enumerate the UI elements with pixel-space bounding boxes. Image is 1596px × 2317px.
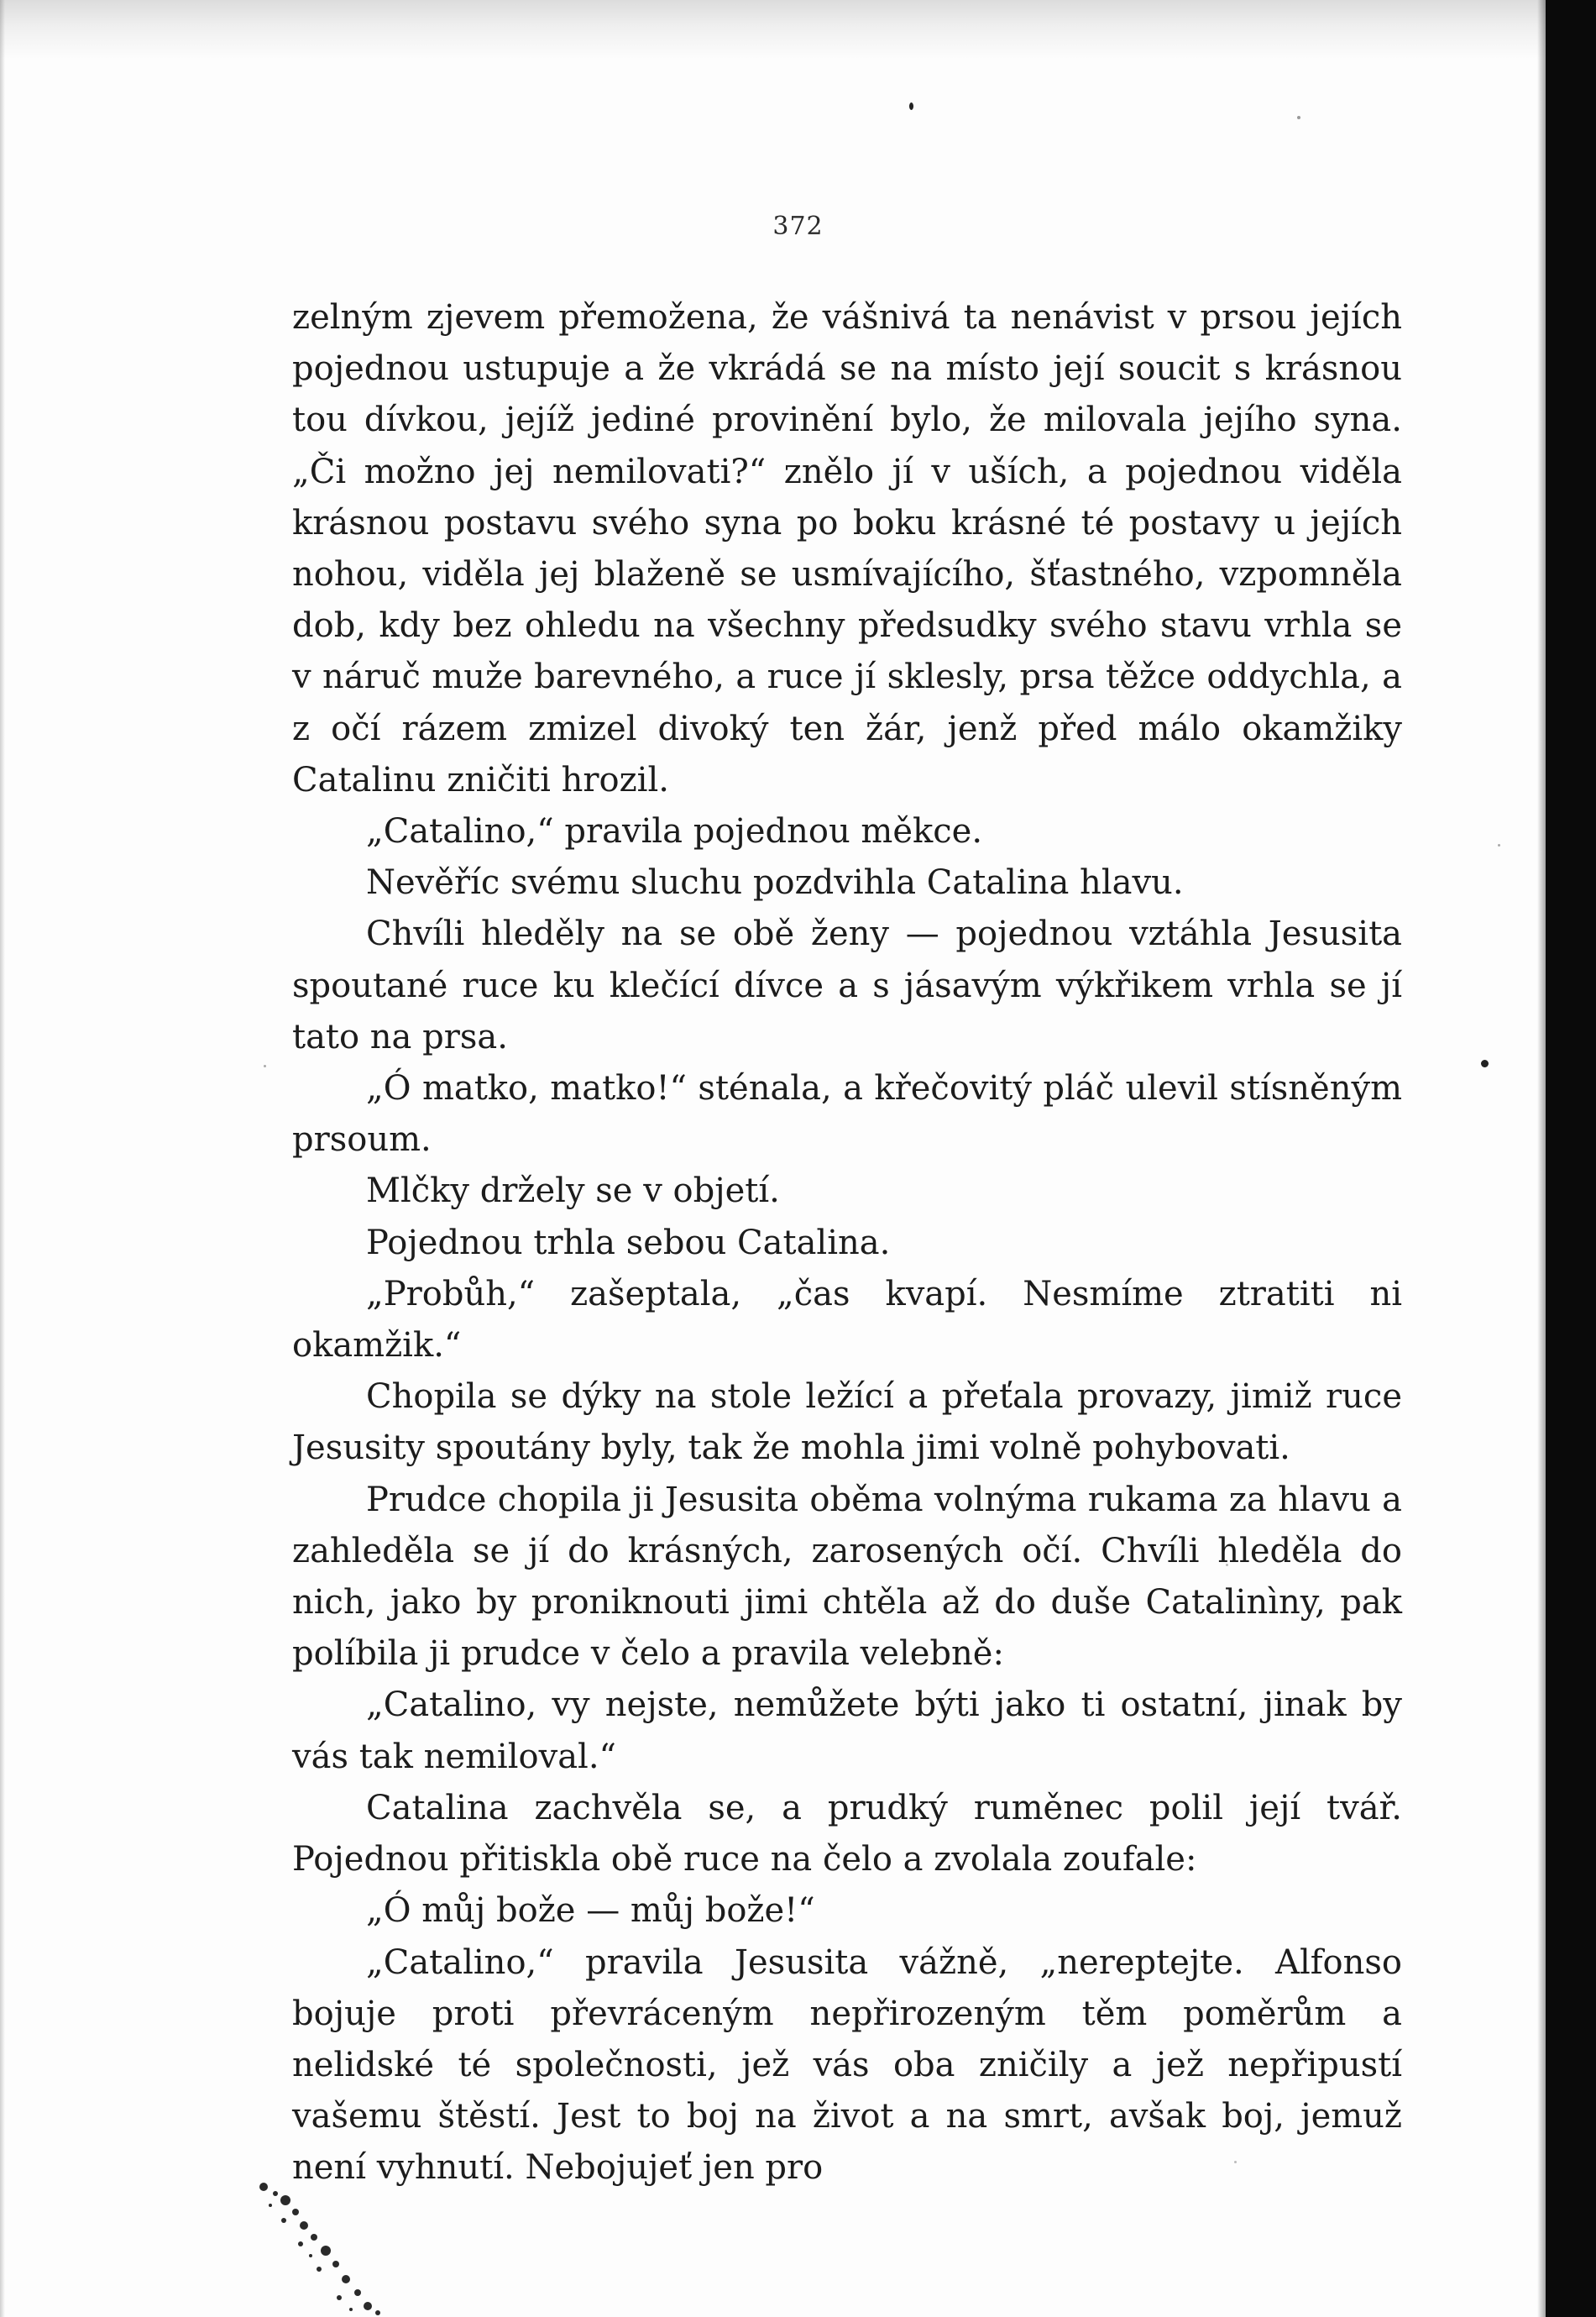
- paragraph: Chvíli hleděly na se obě ženy — pojednou vztáhla Jesusita spoutané ruce ku klečící dívce a s jásavým výkřikem vrhla se jí tato na prsa.: [292, 915, 1402, 1056]
- paragraph: Prudce chopila ji Jesusita oběma volnýma rukama za hlavu a zahleděla se jí do krásných, zarosených očí. Chvíli hleděla do nich, jako by proniknouti jimi chtěla až do duše Catalinìny, pak políbila ji prudce v čelo a pravila velebně:: [292, 1480, 1402, 1674]
- body-text: [292, 292, 1402, 2194]
- paragraph: „Catalino,“ pravila Jesusita vážně, „nereptejte. Alfonso bojuje proti převráceným nepřirozeným těm poměrům a nelidské té společnosti, jež vás oba zničily a jež nepřipustí vašemu štěstí. Jest to boj na život a na smrt, avšak boj, jemuž není vyhnutí. Nebojujeť jen pro: [292, 1942, 1402, 2188]
- scan-border-right: [1546, 0, 1596, 2317]
- paragraph: „Catalino,“ pravila pojednou měkce.: [366, 812, 983, 852]
- scan-speck: [264, 1065, 266, 1067]
- scan-speck: [1297, 116, 1300, 119]
- page-number: 372: [772, 212, 824, 241]
- paragraph: Pojednou trhla sebou Catalina.: [366, 1223, 891, 1262]
- scan-corner-blot: [252, 2175, 395, 2317]
- paragraph: Nevěříc svému sluchu pozdvihla Catalina hlavu.: [366, 863, 1184, 903]
- paragraph: „Ó můj bože — můj bože!“: [366, 1891, 815, 1931]
- scan-shadow-top: [0, 0, 1596, 59]
- scan-speck: [909, 102, 913, 110]
- paragraph: „Ó matko, matko!“ sténala, a křečovitý pláč ulevil stísněným prsoum.: [292, 1069, 1402, 1160]
- scan-shadow-left: [0, 0, 5, 2317]
- scan-shadow-right: [1537, 0, 1546, 2317]
- paragraph: „Probůh,“ zašeptala, „čas kvapí. Nesmíme ztratiti ni okamžik.“: [292, 1274, 1402, 1366]
- paragraph: Mlčky držely se v objetí.: [366, 1172, 780, 1211]
- paragraph: Catalina zachvěla se, a prudký ruměnec polil její tvář. Pojednou přitiskla obě ruce na čelo a zvolala zoufale:: [292, 1788, 1402, 1879]
- scan-speck: [1481, 1060, 1489, 1067]
- paragraph: zelným zjevem přemožena, že vášnivá ta nenávist v prsou jejích pojednou ustupuje a že vkrádá se na místo její soucit s krásnou tou dívkou, jejíž jediné provinění bylo, že milovala jejího syna. „Či možno jej nemilovati?“ znělo jí v uších, a pojednou viděla krásnou postavu svého syna po boku krásné té postavy u jejích nohou, viděla jej blaženě se usmívajícího, šťastného, vzpomněla dob, kdy bez ohledu na všechny předsudky svého stavu vrhla se v náruč muže barevného, a ruce jí sklesly, prsa těžce oddychla, a z očí rázem zmizel divoký ten žár, jenž před málo okamžiky Catalinu zničiti hrozil.: [292, 298, 1402, 799]
- scan-speck: [1498, 844, 1500, 847]
- paragraph: „Catalino, vy nejste, nemůžete býti jako ti ostatní, jinak by vás tak nemiloval.“: [292, 1685, 1402, 1776]
- paragraph: Chopila se dýky na stole ležící a přeťala provazy, jimiž ruce Jesusity spoutány byly, tak že mohla jimi volně pohybovati.: [292, 1377, 1402, 1468]
